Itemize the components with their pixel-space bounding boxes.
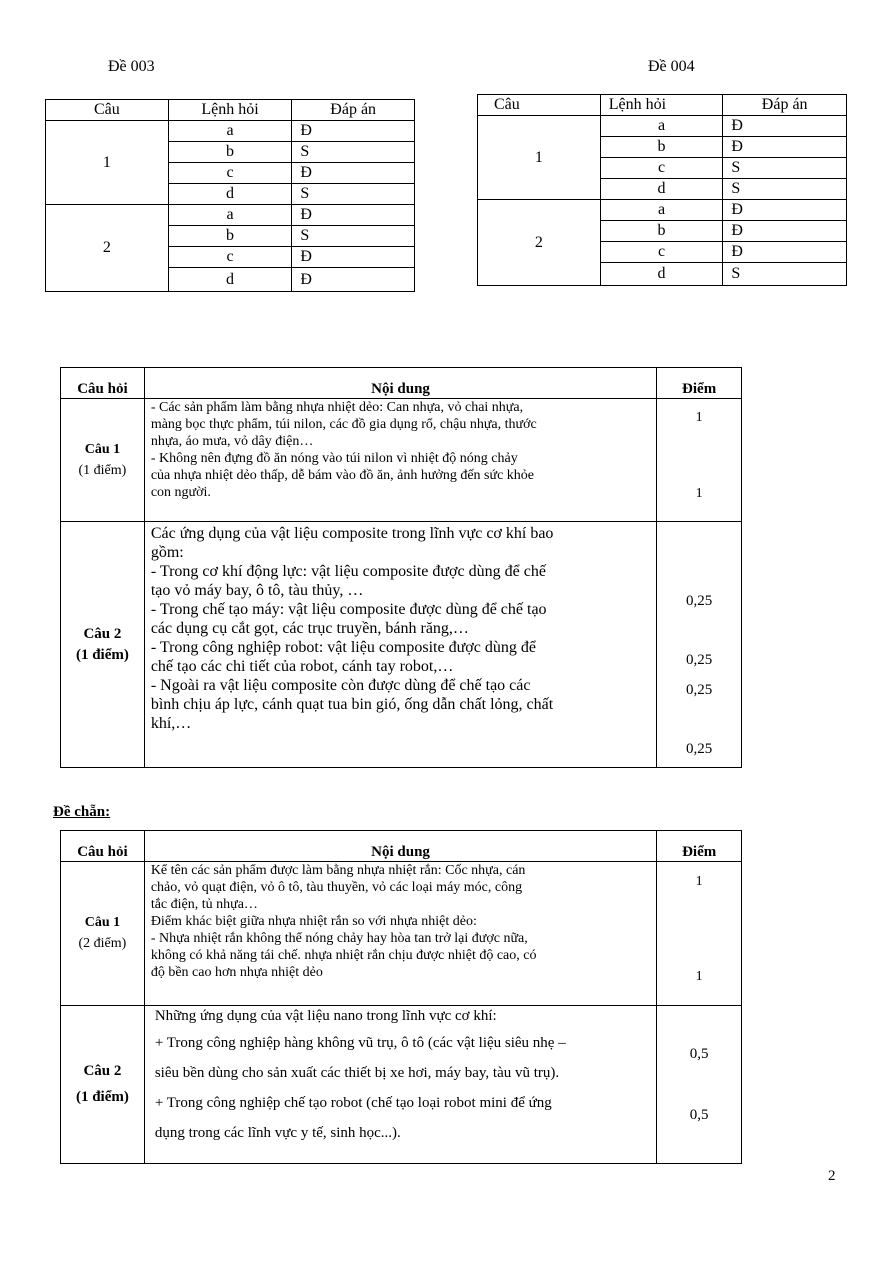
header-diem: Điểm — [657, 831, 742, 862]
header-dap-an: Đáp án — [292, 100, 415, 121]
question-label: Câu 2 — [83, 1063, 122, 1079]
lenh-hoi-cell: d — [168, 184, 292, 205]
score-value: 0,5 — [689, 1046, 709, 1062]
content-line: - Trong chế tạo máy: vật liệu composite được dùng để chế tạo — [150, 601, 547, 618]
dap-an-cell: S — [292, 226, 415, 247]
content-line: - Ngoài ra vật liệu composite còn được dùng để chế tạo các — [150, 677, 531, 694]
content-line: Kể tên các sản phẩm được làm bằng nhựa nhiệt rắn: Cốc nhựa, cán — [150, 863, 526, 878]
header-lenh-hoi: Lệnh hỏi — [168, 100, 292, 121]
dap-an-cell: S — [292, 142, 415, 163]
header-cau: Câu — [46, 100, 169, 121]
lenh-hoi-cell: a — [168, 121, 292, 142]
content-cell — [144, 522, 656, 768]
lenh-hoi-cell: c — [600, 242, 723, 263]
table-row — [46, 205, 415, 226]
lenh-hoi-cell: d — [600, 179, 723, 200]
content-line: gồm: — [150, 544, 184, 561]
score-cell — [657, 399, 742, 522]
table-header-row — [61, 368, 742, 399]
table-row — [478, 116, 847, 137]
section-title-de-chan: Đề chẵn: — [53, 804, 111, 820]
content-line: chế tạo các chi tiết của robot, cánh tay robot,… — [150, 658, 454, 675]
table-header-row — [478, 95, 847, 116]
header-cau-hoi: Câu hỏi — [61, 368, 145, 399]
table-row — [61, 862, 742, 1006]
score-value: 0,25 — [686, 593, 713, 609]
dap-an-cell: S — [723, 179, 847, 200]
dap-an-cell: Đ — [292, 163, 415, 184]
header-diem: Điểm — [657, 368, 742, 399]
content-line: Các ứng dụng của vật liệu composite trong lĩnh vực cơ khí bao — [150, 525, 554, 542]
score-value: 1 — [695, 486, 703, 501]
content-line: - Các sản phẩm làm bằng nhựa nhiệt dẻo: Can nhựa, vỏ chai nhựa, — [150, 400, 524, 415]
content-line: - Nhựa nhiệt rắn không thể nóng chảy hay hòa tan trở lại được nữa, — [150, 931, 528, 946]
lenh-hoi-cell: b — [168, 226, 292, 247]
lenh-hoi-cell: a — [600, 200, 723, 221]
lenh-hoi-cell: b — [168, 142, 292, 163]
dap-an-cell: Đ — [292, 121, 415, 142]
question-label: Câu 1 — [84, 441, 121, 457]
score-cell — [657, 1006, 742, 1164]
content-line: màng bọc thực phẩm, túi nilon, các đồ gia dụng rổ, chậu nhựa, thước — [150, 417, 537, 432]
question-cell — [61, 1006, 145, 1164]
content-line: Những ứng dụng của vật liệu nano trong lĩnh vực cơ khí: — [154, 1008, 497, 1024]
dap-an-cell: Đ — [723, 200, 847, 221]
content-line: chảo, vỏ quạt điện, vỏ ô tô, tàu thuyền, vỏ các loại máy móc, công — [150, 880, 523, 895]
content-line: con người. — [150, 485, 211, 500]
dap-an-cell: Đ — [723, 242, 847, 263]
rubric-table-1 — [60, 367, 742, 768]
content-line: siêu bền dùng cho sản xuất các thiết bị xe hơi, máy bay, tàu vũ trụ). — [154, 1065, 560, 1081]
lenh-hoi-cell: b — [600, 137, 723, 158]
content-line: các dụng cụ cắt gọt, các trục truyền, bánh răng,… — [150, 620, 469, 637]
header-noi-dung: Nội dung — [144, 368, 656, 399]
content-line: - Trong công nghiệp robot: vật liệu composite được dùng để — [150, 639, 536, 656]
score-cell — [657, 522, 742, 768]
content-line: tắc điện, tủ nhựa… — [150, 897, 258, 912]
dap-an-cell: S — [292, 184, 415, 205]
dap-an-cell: Đ — [292, 247, 415, 268]
question-label: Câu 2 — [83, 625, 122, 642]
content-line: dụng trong các lĩnh vực y tế, sinh học...). — [154, 1125, 401, 1141]
lenh-hoi-cell: c — [168, 163, 292, 184]
cau-cell: 2 — [46, 205, 169, 292]
table-header-row — [61, 831, 742, 862]
page-number: 2 — [828, 1168, 836, 1184]
question-points: (1 điểm) — [78, 462, 127, 478]
lenh-hoi-cell: d — [600, 263, 723, 286]
lenh-hoi-cell: a — [168, 205, 292, 226]
content-line: + Trong công nghiệp hàng không vũ trụ, ô tô (các vật liệu siêu nhẹ – — [154, 1035, 566, 1051]
content-line: + Trong công nghiệp chế tạo robot (chế tạo loại robot mini để ứng — [154, 1095, 552, 1111]
de004-answer-table — [477, 94, 847, 286]
lenh-hoi-cell: a — [600, 116, 723, 137]
content-line: độ bền cao hơn nhựa nhiệt dẻo — [150, 965, 323, 980]
cau-cell: 1 — [46, 121, 169, 205]
content-line: Điểm khác biệt giữa nhựa nhiệt rắn so với nhựa nhiệt dẻo: — [150, 914, 477, 929]
dap-an-cell: Đ — [292, 268, 415, 292]
de003-answer-table — [45, 99, 415, 292]
lenh-hoi-cell: b — [600, 221, 723, 242]
de003-title: Đề 003 — [108, 58, 155, 75]
dap-an-cell: Đ — [723, 137, 847, 158]
lenh-hoi-cell: c — [600, 158, 723, 179]
de004-title: Đề 004 — [648, 58, 695, 75]
header-lenh-hoi: Lệnh hỏi — [600, 95, 723, 116]
table-row — [46, 121, 415, 142]
content-cell — [144, 399, 656, 522]
content-line: không có khả năng tái chế. nhựa nhiệt rắn chịu được nhiệt độ cao, có — [150, 948, 537, 963]
score-value: 1 — [695, 410, 703, 425]
question-label: Câu 1 — [84, 915, 121, 930]
content-line: nhựa, áo mưa, vỏ dây điện… — [150, 434, 314, 449]
content-line: tạo vỏ máy bay, ô tô, tàu thủy, … — [150, 582, 364, 599]
table-header-row — [46, 100, 415, 121]
content-line: của nhựa nhiệt dẻo thấp, dễ bám vào đồ ăn, ảnh hưởng đến sức khỏe — [150, 468, 534, 483]
content-line: khí,… — [150, 715, 192, 732]
question-cell — [61, 862, 145, 1006]
question-points: (2 điểm) — [78, 936, 127, 951]
score-cell — [657, 862, 742, 1006]
content-cell — [144, 1006, 656, 1164]
score-value: 1 — [695, 969, 703, 984]
dap-an-cell: Đ — [723, 221, 847, 242]
score-value: 0,25 — [686, 682, 713, 698]
dap-an-cell: Đ — [723, 116, 847, 137]
header-dap-an: Đáp án — [723, 95, 847, 116]
dap-an-cell: S — [723, 158, 847, 179]
rubric-table-2 — [60, 830, 742, 1164]
content-line: - Trong cơ khí động lực: vật liệu composite được dùng để chế — [150, 563, 546, 580]
question-cell — [61, 399, 145, 522]
score-value: 0,25 — [686, 652, 713, 668]
score-value: 0,25 — [686, 741, 713, 757]
content-line: bình chịu áp lực, cánh quạt tua bin gió, ống dẫn chất lỏng, chất — [150, 696, 554, 713]
header-cau-hoi: Câu hỏi — [61, 831, 145, 862]
cau-cell: 2 — [478, 200, 601, 286]
table-row — [478, 200, 847, 221]
dap-an-cell: Đ — [292, 205, 415, 226]
table-row — [61, 1006, 742, 1164]
content-cell — [144, 862, 656, 1006]
question-points: (1 điểm) — [75, 1089, 129, 1105]
lenh-hoi-cell: d — [168, 268, 292, 292]
table-row — [61, 399, 742, 522]
dap-an-cell: S — [723, 263, 847, 286]
question-cell — [61, 522, 145, 768]
content-line: - Không nên đựng đồ ăn nóng vào túi nilon vì nhiệt độ nóng chảy — [150, 451, 518, 466]
header-cau: Câu — [478, 95, 601, 116]
header-noi-dung: Nội dung — [144, 831, 656, 862]
table-row — [61, 522, 742, 768]
cau-cell: 1 — [478, 116, 601, 200]
score-value: 0,5 — [689, 1107, 709, 1123]
lenh-hoi-cell: c — [168, 247, 292, 268]
question-points: (1 điểm) — [75, 646, 129, 663]
score-value: 1 — [695, 874, 703, 889]
